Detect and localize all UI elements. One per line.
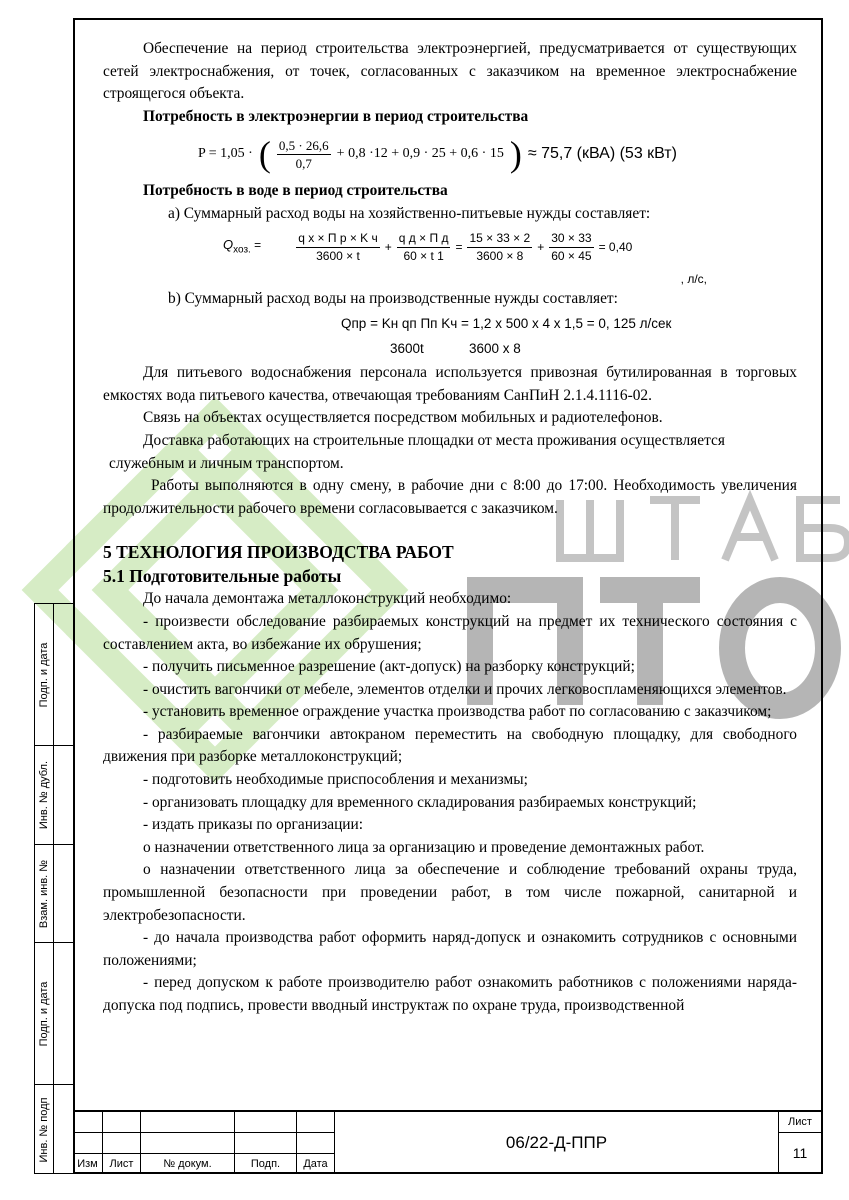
paragraph: служебным и личным транспортом. — [109, 454, 344, 472]
col-sign: Подп. — [235, 1154, 297, 1174]
paragraph: Доставка работающих на строительные площадки от места проживания осуществляется — [143, 431, 725, 449]
section-heading-5: 5 ТЕХНОЛОГИЯ ПРОИЗВОДСТВА РАБОТ — [103, 542, 454, 563]
formula-a-unit: , л/с, — [680, 271, 707, 286]
col-doc: № докум. — [141, 1154, 235, 1174]
paragraph: Работы выполняются в одну смену, в рабочие дни с 8:00 до 17:00. Необходимость увеличения продолжительности рабочего времени согласовывается с заказчиком. — [103, 477, 797, 517]
item-b: b) Суммарный расход воды на производственные нужды составляет: — [168, 289, 618, 307]
list-item: о назначении ответственного лица за обеспечение и соблюдение требований охраны труда, промышленной безопасности при проведении работ, в том числе пожарной, санитарной и электробезопасности. — [103, 861, 797, 924]
list-item: - подготовить необходимые приспособления и механизмы; — [143, 771, 528, 789]
list-item: о назначении ответственного лица за организацию и проведение демонтажных работ. — [143, 838, 705, 856]
side-label: Инв. № подп — [38, 1096, 50, 1163]
list-item: - разбираемые вагончики автокраном переместить на свободную площадку, для свободного движения при разборке металлоконструкций; — [103, 725, 797, 766]
list-item: - до начала производства работ оформить наряд-допуск и ознакомить сотрудников с основными положениями; — [103, 929, 797, 969]
list-item: - организовать площадку для временного складирования разбираемых конструкций; — [143, 793, 697, 811]
list-item: - очистить вагончики от мебеле, элементов отделки и прочих легковоспламеняющихся элементов. — [143, 680, 787, 698]
sheet-label: Лист — [779, 1112, 821, 1133]
paragraph: Обеспечение на период строительства электроэнергией, предусматривается от существующих сетей электроснабжения, от точек, согласованных с заказчиком на временное электроснабжение строящегося объекта. — [103, 40, 797, 103]
side-stamp — [34, 603, 74, 1174]
heading-water: Потребность в воде в период строительства — [143, 182, 448, 200]
document-code: 06/22-Д-ППР — [335, 1112, 779, 1174]
heading-power: Потребность в электроэнергии в период строительства — [143, 107, 529, 125]
col-izm: Изм — [73, 1154, 103, 1174]
side-label: Взам. инв. № — [38, 859, 50, 928]
col-date: Дата — [297, 1154, 335, 1174]
list-item: - установить временное ограждение участка производства работ по согласованию с заказчиком; — [143, 703, 772, 721]
document-body — [103, 38, 797, 1018]
title-block — [73, 1110, 823, 1174]
col-list: Лист — [103, 1154, 141, 1174]
section-heading-5-1: 5.1 Подготовительные работы — [103, 566, 342, 587]
list-item: - получить письменное разрешение (акт-допуск) на разборку конструкций; — [143, 658, 635, 676]
formula-a: $Q_{хоз.}$ = $\frac{\text{q x × П p × K ч}}{3600 \times t}$ + $\frac{\text{q д × П д}}{60 \times t 1}$ = $\frac{15 \times 33 \times 2}{3600 \times 8}$ + $\frac{30 \times 33}{60 \times 45}$ = 0,40 — [223, 231, 633, 264]
list-item: - перед допуском к работе производителю работ ознакомить работников с положениями наряда-допуска под подпись, провести вводный инструктаж по охране труда, производственной — [103, 974, 797, 1014]
item-a: a) Суммарный расход воды на хозяйственно-питьевые нужды составляет: — [168, 204, 651, 222]
side-label: Инв. № дубл. — [38, 760, 50, 830]
list-item: - произвести обследование разбираемых конструкций на предмет их технического состояния с составлением акта, во избежание их обрушения; — [103, 612, 797, 653]
paragraph: Связь на объектах осуществляется посредством мобильных и радиотелефонов. — [143, 409, 663, 427]
formula-b: Qпр = Kн qп Пп Kч = 1,2 x 500 x 4 x 1,5 = 0, 125 л/сек 3600t 3600 x 8 — [341, 316, 672, 357]
side-label: Подп. и дата — [38, 981, 50, 1046]
sheet-number: 11 — [792, 1145, 808, 1161]
paragraph: Для питьевого водоснабжения персонала используется привозная бутилированная в торговых емкостях вода питьевого качества, отвечающая требованиям СанПиН 2.1.4.1116-02. — [103, 364, 797, 404]
list-item: До начала демонтажа металлоконструкций необходимо: — [143, 590, 512, 608]
list-item: - издать приказы по организации: — [143, 816, 364, 834]
side-label: Подп. и дата — [38, 642, 50, 707]
formula-power: P = 1,05 · ( $\frac{0,5 \cdot 26,6}{0,7}$ + 0,8 ·12 + 0,9 · 25 + 0,6 · 15 ) ≈ 75,7 (кВА) (53 кВт) — [198, 134, 677, 175]
